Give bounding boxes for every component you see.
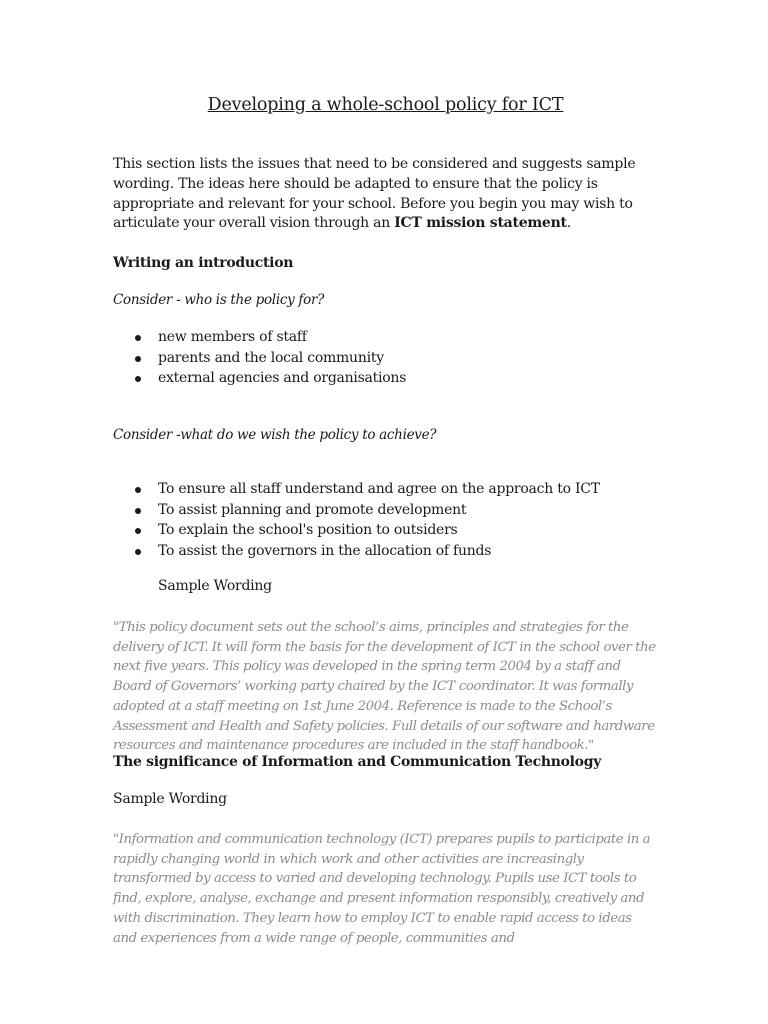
bullet-icon: [135, 335, 141, 341]
list-item-text: To ensure all staff understand and agree on the approach to ICT: [158, 481, 600, 497]
bullet-icon: [135, 356, 141, 362]
list-item-text: To assist the governors in the allocation of funds: [158, 542, 492, 559]
list-item-text: external agencies and organisations: [158, 370, 407, 386]
list-item-text: To explain the school's position to outsiders: [158, 522, 458, 538]
section-heading-significance: The significance of Information and Communication Technology: [113, 754, 602, 770]
bullet-icon: [135, 508, 141, 514]
list-item-text: parents and the local community: [158, 349, 384, 366]
sample-wording-quote: "This policy document sets out the school’s aims, principles and strategies for the delivery of ICT. It will form the basis for the development of ICT in the school over the next five years. This policy was developed in the spring term 2004 by a staff and Board of Governors’ working party chaired by the ICT coordinator. It was formally adopted at a staff meeting on 1st June 2004. Reference is made to the School’s Assessment and Health and Safety policies. Full details of our software and hardware resources and maintenance procedures are included in the staff handbook.": [113, 620, 656, 754]
list-item: [113, 541, 600, 562]
bullet-icon: [135, 549, 141, 555]
bullet-icon: [135, 487, 141, 493]
sample-wording-quote: "Information and communication technology (ICT) prepares pupils to participate in a rapidly changing world in which work and other activities are increasingly transformed by access to varied and developing technology. Pupils use ICT tools to find, explore, analyse, exchange and present information responsibly, creatively and with discrimination. They learn how to employ ICT to enable rapid access to ideas and experiences from a wide range of people, communities and: [113, 832, 651, 946]
audience-list: [113, 327, 406, 389]
list-item-text: To assist planning and promote development: [158, 501, 467, 518]
list-item: [113, 479, 600, 500]
intro-text-end: .: [566, 215, 571, 232]
section-heading-introduction: Writing an introduction: [113, 255, 294, 271]
list-item: [113, 368, 406, 389]
document-title: Developing a whole-school policy for ICT: [207, 95, 564, 115]
bullet-icon: [135, 528, 141, 534]
list-item: [113, 348, 406, 369]
list-item: [113, 520, 600, 541]
sample-wording-label: Sample Wording: [158, 578, 272, 594]
intro-text: This section lists the issues that need to be considered and suggests sample wording. The ideas here should be adapted to ensure that the policy is appropriate and relevant for your school. Before you begin you may wish to articulate your overall vision through an: [113, 156, 636, 232]
list-item-text: new members of staff: [158, 329, 307, 345]
list-item: [113, 500, 600, 521]
goals-list: [113, 479, 600, 561]
list-item: [113, 327, 406, 348]
question-achieve: Consider -what do we wish the policy to achieve?: [113, 427, 437, 443]
bullet-icon: [135, 376, 141, 382]
intro-bold-term: ICT mission statement: [394, 215, 567, 232]
sample-wording-label: Sample Wording: [113, 791, 227, 807]
intro-paragraph: [113, 155, 658, 234]
question-who: Consider - who is the policy for?: [113, 292, 325, 308]
